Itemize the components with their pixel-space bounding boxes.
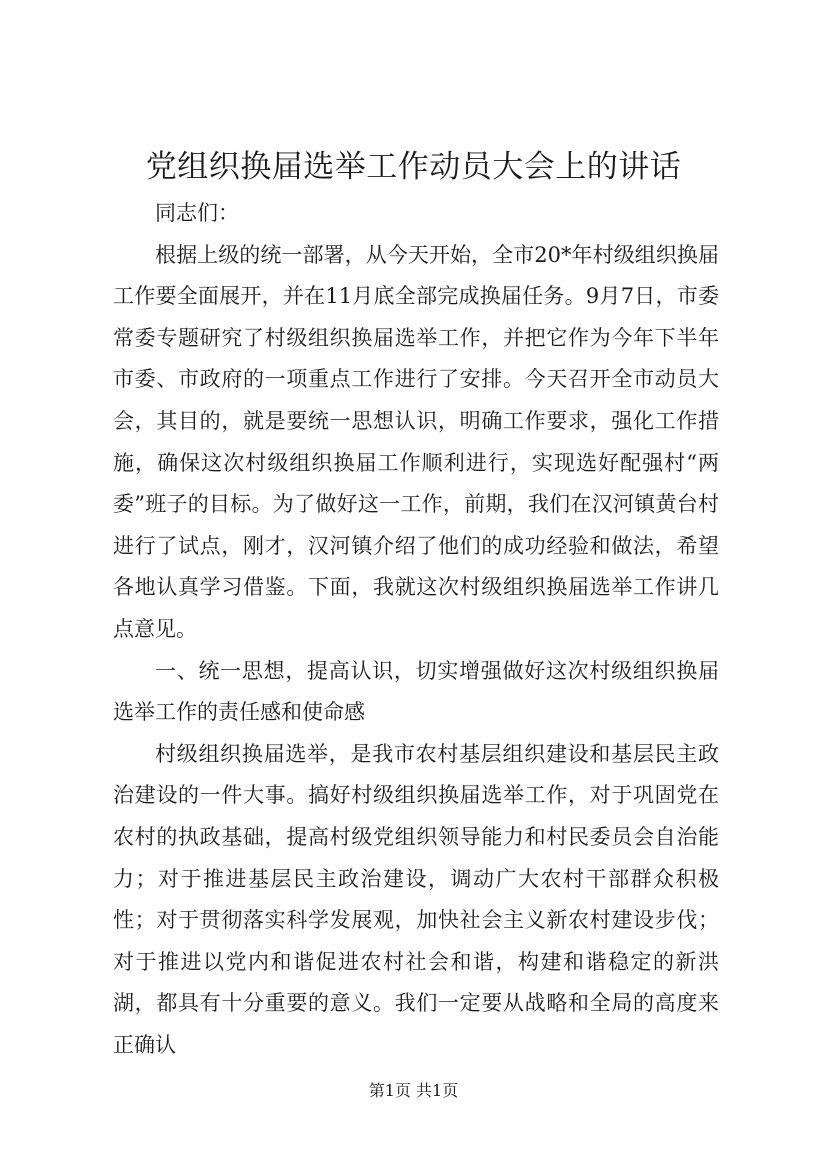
document-body	[113, 193, 719, 1066]
page-footer: 第1页 共1页	[368, 1081, 459, 1100]
paragraph-intro: 根据上级的统一部署，从今天开始，全市20*年村级组织换届工作要全面展开，并在11月底全部完成换届任务。9月7日，市委常委专题研究了村级组织换届选举工作，并把它作为今年下半年市委、市政府的一项重点工作进行了安排。今天召开全市动员大会，其目的，就是要统一思想认识，明确工作要求，强化工作措施，确保这次村级组织换届工作顺利进行，实现选好配强村“两委”班子的目标。为了做好这一工作，前期，我们在汉河镇黄台村进行了试点，刚才，汉河镇介绍了他们的成功经验和做法，希望各地认真学习借鉴。下面，我就这次村级组织换届选举工作讲几点意见。	[113, 242, 719, 641]
section-heading-1: 一、统一思想，提高认识，切实增强做好这次村级组织换届选举工作的责任感和使命感	[113, 658, 719, 725]
paragraph-section-1: 村级组织换届选举，是我市农村基层组织建设和基层民主政治建设的一件大事。搞好村级组织换届选举工作，对于巩固党在农村的执政基础，提高村级党组织领导能力和村民委员会自治能力；对于推进基层民主政治建设，调动广大农村干部群众积极性；对于贯彻落实科学发展观，加快社会主义新农村建设步伐；对于推进以党内和谐促进农村社会和谐，构建和谐稳定的新洪湖，都具有十分重要的意义。我们一定要从战略和全局的高度来正确认	[113, 741, 719, 1057]
salutation: 同志们：	[155, 201, 239, 225]
document-title: 党组织换届选举工作动员大会上的讲话	[145, 149, 682, 185]
